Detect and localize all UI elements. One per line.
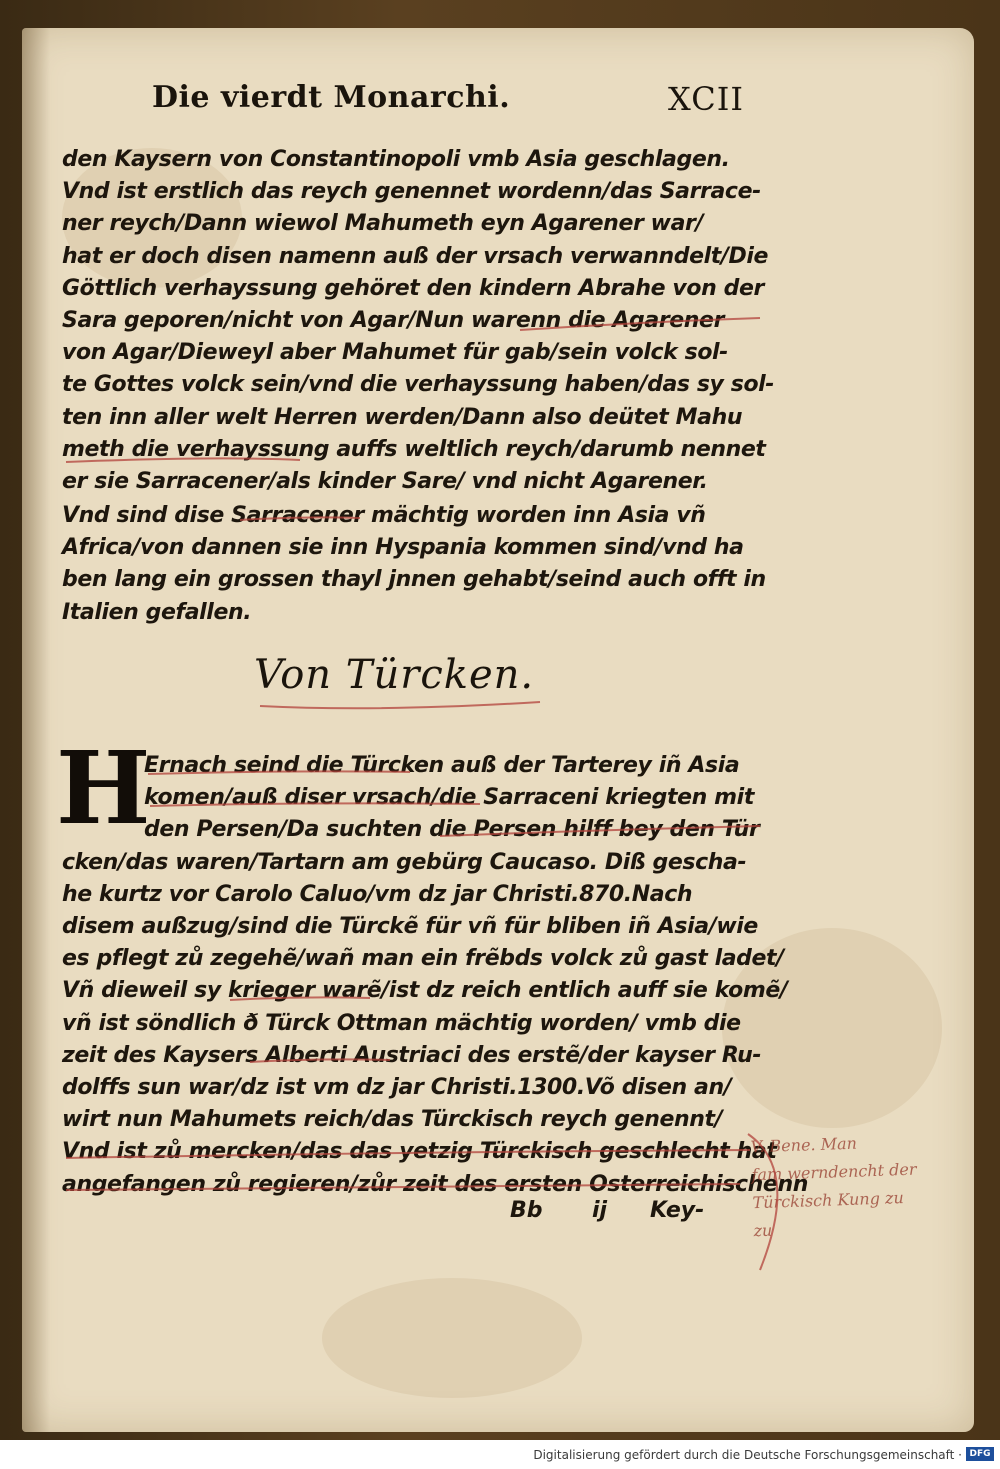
decorated-initial: H — [56, 729, 151, 847]
footer-bar — [0, 1440, 1000, 1469]
text-line: ben lang ein grossen thayl jnnen gehabt/seind auch offt in — [62, 567, 766, 593]
text-line: Vñ dieweil sy krieger warẽ/ist dz reich entlich auff sie komẽ/ — [62, 978, 788, 1004]
text-line: es pflegt zů zegehẽ/wañ man ein frẽbds volck zů gast ladet/ — [62, 946, 784, 972]
text-line: Africa/von dannen sie inn Hyspania kommen sind/vnd ha — [62, 535, 744, 561]
paper-stain — [322, 1278, 582, 1398]
margin-note-line: fam werndencht der — [751, 1159, 917, 1185]
text-line: ner reych/Dann wiewol Mahumeth eyn Agarener war/ — [62, 211, 704, 237]
text-line: dolffs sun war/dz ist vm dz jar Christi.1300.Võ disen an/ — [62, 1075, 732, 1101]
text-line: von Agar/Dieweyl aber Mahumet für gab/sein volck sol- — [62, 340, 728, 366]
footer-credit: Digitalisierung gefördert durch die Deutsche Forschungsgemeinschaft · — [533, 1448, 962, 1462]
signature-mark: Bb — [510, 1198, 543, 1223]
text-line: hat er doch disen namenn auß der vrsach verwanndelt/Die — [62, 243, 769, 269]
text-line: disem außzug/sind die Türckẽ für vñ für bliben iñ Asia/wie — [62, 914, 758, 940]
text-line: den Kaysern von Constantinopoli vmb Asia geschlagen. — [62, 147, 730, 172]
text-line: angefangen zů regieren/zůr zeit des ersten Osterreichischenn — [62, 1171, 808, 1197]
dfg-logo: DFG — [966, 1447, 994, 1461]
text-line: Ernach seind die Türcken auß der Tarterey iñ Asia — [144, 753, 740, 778]
paragraph-1 — [62, 144, 782, 498]
text-line: komen/auß diser vrsach/die Sarraceni kriegten mit — [144, 785, 754, 811]
running-head: Die vierdt Monarchi. — [152, 80, 511, 115]
text-line: Italien gefallen. — [62, 599, 252, 625]
margin-note-line: V. Bene. Man — [750, 1133, 858, 1157]
section-heading: Von Türcken. — [254, 652, 535, 698]
text-line: er sie Sarracener/als kinder Sare/ vnd nicht Agarener. — [62, 469, 708, 495]
margin-note-line: Türckisch Kung zu — [752, 1188, 905, 1213]
text-line: he kurtz vor Carolo Caluo/vm dz jar Christi.870.Nach — [62, 881, 693, 907]
text-line: den Persen/Da suchten die Persen hilff bey den Tür — [144, 817, 760, 843]
text-line: Vnd ist erstlich das reych genennet wordenn/das Sarrace- — [62, 179, 761, 205]
text-line: Sara geporen/nicht von Agar/Nun warenn die Agarener — [62, 308, 725, 334]
text-line: te Gottes volck sein/vnd die verhayssung haben/das sy sol- — [62, 372, 775, 398]
text-line: cken/das waren/Tartarn am gebürg Caucaso. Diß gescha- — [62, 849, 747, 875]
text-line: meth die verhayssung auffs weltlich reych/darumb nennet — [62, 436, 766, 462]
margin-note-line: zu — [753, 1220, 773, 1241]
text-line: Vnd ist zů mercken/das das yetzig Türckisch geschlecht hat — [62, 1139, 777, 1165]
catchword: Key- — [650, 1198, 705, 1223]
paragraph-2 — [62, 500, 782, 629]
gutter-shadow — [22, 28, 50, 1432]
text-line: zeit des Kaysers Alberti Austriaci des erstẽ/der kayser Ru- — [62, 1042, 762, 1068]
signature-number: ij — [592, 1198, 608, 1223]
handwritten-margin-note — [750, 1127, 944, 1246]
text-line: ten inn aller welt Herren werden/Dann also deütet Mahu — [62, 404, 743, 430]
text-line: Vnd sind dise Sarracener mächtig worden inn Asia vñ — [62, 503, 706, 528]
text-line: vñ ist söndlich ð Türck Ottman mächtig worden/ vmb die — [62, 1010, 741, 1036]
text-line: Göttlich verhayssung gehöret den kindern Abrahe von der — [62, 275, 764, 301]
text-line: wirt nun Mahumets reich/das Türckisch reych genennt/ — [62, 1107, 723, 1133]
folio-number: XCII — [668, 80, 744, 118]
